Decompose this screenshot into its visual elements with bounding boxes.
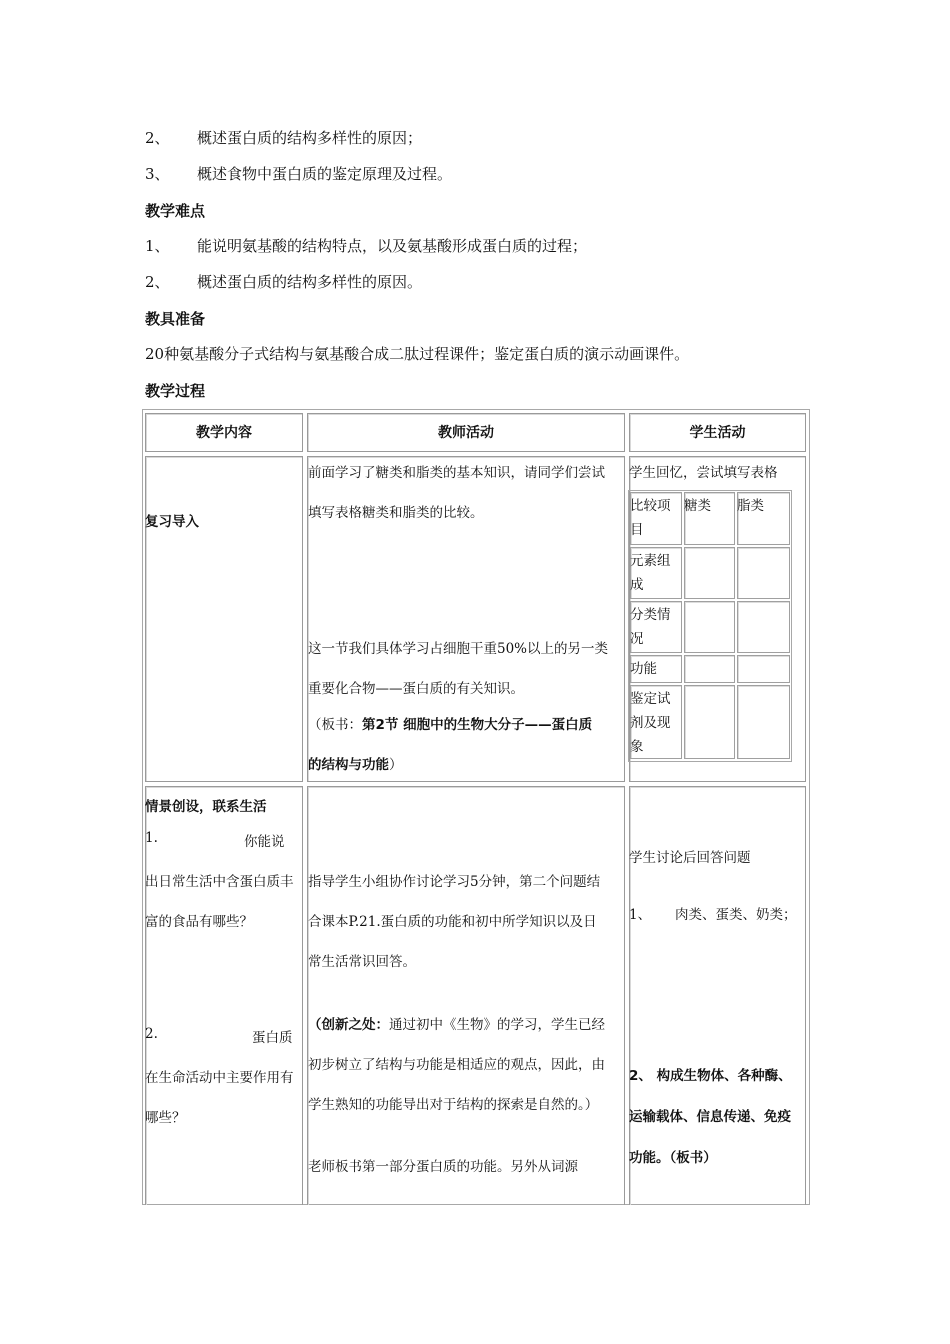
question-text: 蛋白质	[252, 1030, 293, 1046]
answer-text: 2、 构成生物体、各种酶、	[629, 1068, 792, 1084]
compare-header-label: 比较项	[630, 498, 671, 514]
compare-row-label: 分类情	[630, 607, 671, 623]
row2-teacher-line: 初步树立了结构与功能是相适应的观点，因此，由	[308, 1057, 605, 1073]
goal-item-2: 2、 概述蛋白质的结构多样性的原因；	[145, 129, 423, 147]
row1-teacher-line: 前面学习了糖类和脂类的基本知识，请同学们尝试	[308, 465, 605, 481]
compare-header-label: 脂类	[737, 498, 764, 514]
row2-teacher-line: 学生熟知的功能导出对于结构的探索是自然的。）	[308, 1097, 599, 1113]
goal-item-3: 3、 概述食物中蛋白质的鉴定原理及过程。	[145, 165, 453, 183]
compare-row-label: 象	[630, 739, 644, 755]
header-student: 学生活动	[629, 413, 806, 452]
compare-row-label: 鉴定试	[630, 691, 671, 707]
row2-content-title: 情景创设，联系生活	[145, 799, 267, 815]
row1-student: 学生回忆，尝试填写表格	[629, 465, 778, 481]
compare-header-label: 目	[630, 522, 644, 538]
answer-text: 肉类、蛋类、奶类；	[675, 907, 797, 923]
header-content: 教学内容	[145, 413, 303, 452]
compare-row-label: 况	[630, 631, 644, 647]
row2-teacher-line: 合课本P.21.蛋白质的功能和初中所学知识以及日	[308, 914, 597, 930]
row2-student-line: 学生讨论后回答问题	[629, 850, 751, 866]
question-text: 你能说	[244, 834, 285, 850]
answer-text: 运输载体、信息传递、免疫	[629, 1109, 791, 1125]
row2-teacher-line: 指导学生小组协作讨论学习5分钟，第二个问题结	[308, 874, 601, 890]
question-text: 哪些？	[145, 1110, 186, 1126]
compare-row-cell	[684, 655, 735, 683]
difficulty-item-1: 1、 能说明氨基酸的结构特点，以及氨基酸形成蛋白质的过程；	[145, 237, 588, 255]
question-number: 2.	[145, 1026, 158, 1042]
compare-row-cell	[684, 547, 735, 599]
compare-row-label: 功能	[630, 661, 657, 677]
question-text: 富的食品有哪些？	[145, 914, 253, 930]
tools-text: 20种氨基酸分子式结构与氨基酸合成二肽过程课件；鉴定蛋白质的演示动画课件。	[145, 345, 690, 363]
header-teacher: 教师活动	[307, 413, 625, 452]
compare-row-label: 元素组	[630, 553, 671, 569]
compare-row-cell	[737, 601, 790, 653]
row1-content: 复习导入	[145, 514, 199, 530]
board-note-line: （板书：第2节 细胞中的生物大分子——蛋白质	[308, 717, 593, 733]
process-heading: 教学过程	[145, 382, 206, 400]
row2-teacher-cell	[307, 786, 625, 1205]
compare-row-cell	[737, 547, 790, 599]
question-text: 在生命活动中主要作用有	[145, 1070, 294, 1086]
compare-row-label: 成	[630, 577, 644, 593]
innovation-note: （创新之处：通过初中《生物》的学习，学生已经	[308, 1017, 605, 1033]
difficulty-item-2: 2、 概述蛋白质的结构多样性的原因。	[145, 273, 423, 291]
compare-row-label: 剂及现	[630, 715, 671, 731]
compare-row-cell	[737, 685, 790, 759]
row1-teacher-line: 重要化合物——蛋白质的有关知识。	[308, 681, 524, 697]
row1-teacher-line: 这一节我们具体学习占细胞干重50%以上的另一类	[308, 641, 609, 657]
compare-row-cell	[684, 601, 735, 653]
answer-text: 功能。（板书）	[629, 1150, 717, 1166]
board-note-line: 的结构与功能）	[308, 757, 403, 773]
tools-heading: 教具准备	[145, 310, 206, 328]
question-text: 出日常生活中含蛋白质丰	[145, 874, 294, 890]
row2-teacher-line: 常生活常识回答。	[308, 954, 416, 970]
difficulty-heading: 教学难点	[145, 202, 206, 220]
answer-number: 1、	[629, 907, 652, 923]
question-number: 1.	[145, 830, 158, 846]
row1-teacher-line: 填写表格糖类和脂类的比较。	[308, 505, 484, 521]
row2-teacher-line: 老师板书第一部分蛋白质的功能。另外从词源	[308, 1159, 578, 1175]
compare-row-cell	[737, 655, 790, 683]
compare-row-cell	[684, 685, 735, 759]
compare-header-label: 糖类	[684, 498, 711, 514]
row1-content-cell	[145, 456, 303, 782]
